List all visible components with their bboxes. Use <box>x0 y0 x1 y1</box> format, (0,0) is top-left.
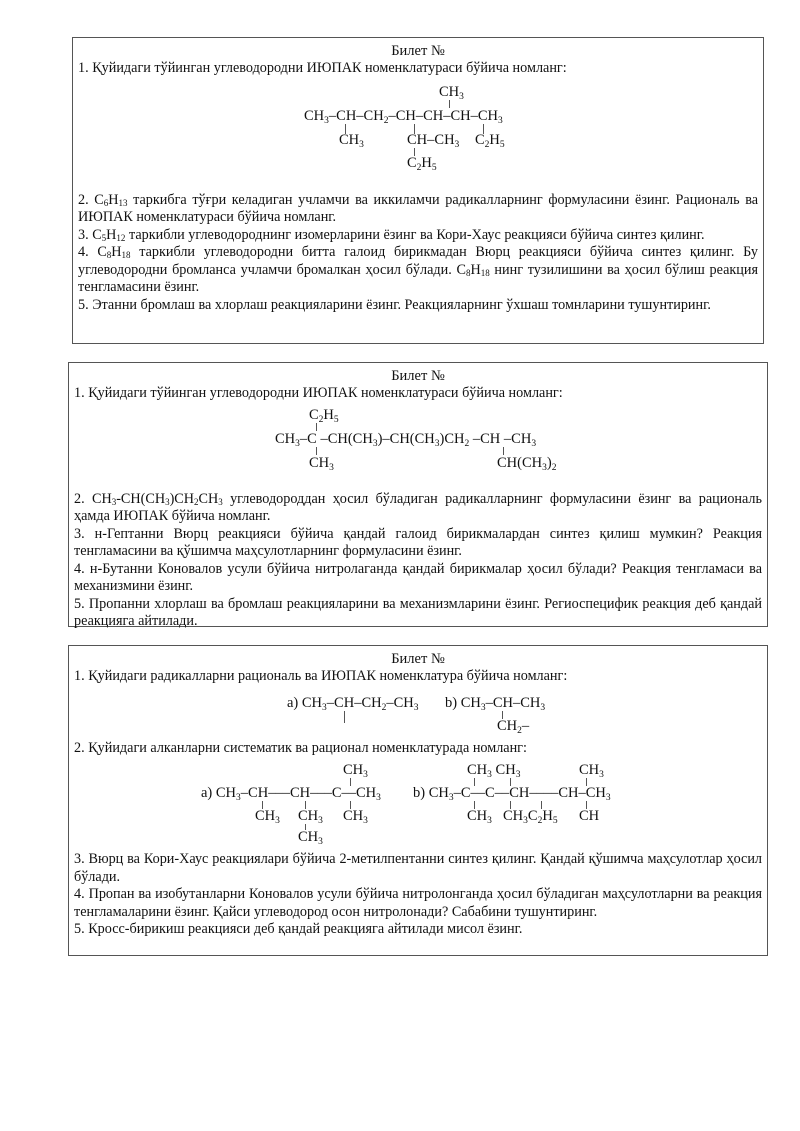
alkane-formulas <box>69 757 767 849</box>
alkane-b-branch: $CH_3$ <box>467 808 492 826</box>
radical-a: а) $CH_3-CH-CH_2-CH_3$ <box>287 694 419 713</box>
alkane-a-branch: $CH_3$ <box>343 808 368 826</box>
formula-top: $CH_3$ <box>439 83 464 102</box>
question-3: 3. Вюрц ва Кори-Хаус реакциялари бўйича 2-метилпентанни синтез қилинг. Қандай қўшимча маҳсулотлар ҳосил бўлади. <box>74 851 762 885</box>
formula-branch: $CH_3$ <box>339 131 364 150</box>
ticket-title: Билет № <box>391 651 445 667</box>
alkane-a-branch: $CH_3$ <box>298 808 323 826</box>
alkane-a-main: а) $CH_3-CH---CH---C--CH_3$ <box>201 785 381 803</box>
formula-top: $C_2H_5$ <box>309 406 339 425</box>
question-1: 1. Қуйидаги тўйинган углеводородни ИЮПАК номенклатураси бўйича номланг: <box>74 385 563 401</box>
bond <box>449 100 450 108</box>
radical-b: b) $CH_3-CH-CH_3$ <box>445 694 546 713</box>
ticket-3 <box>68 645 768 956</box>
question-4: 4. Пропан ва изобутанларни Коновалов усули бўйича нитролонганда ҳосил бўладиган маҳсулотларни ва реакция тенгламаларини ёзинг. Қайси углеводород осон нитролонади? Сабабини тушунтиринг. <box>74 886 762 920</box>
bond <box>503 447 504 455</box>
question-1: 1. Қуйидаги тўйинган углеводородни ИЮПАК номенклатураси бўйича номланг: <box>78 60 567 76</box>
structural-formula <box>73 78 763 180</box>
ticket-1 <box>72 37 764 344</box>
question-1: 1. Қуйидаги радикалларни рациональ ва ИЮПАК номенклатура бўйича номланг: <box>74 668 568 684</box>
alkane-b-main: b) $CH_3-C--C--CH----CH-CH_3$ <box>413 785 611 803</box>
question-2: 2. Қуйидаги алканларни систематик ва рационал номенклатурада номланг: <box>74 739 527 756</box>
question-3: 3. $C_5H_{12}$ таркибли углеводороднинг изомерларини ёзинг ва Кори-Хаус реакцияси бўйича синтез қилинг. <box>78 226 705 243</box>
formula-branch: $CH(CH_3)_2$ <box>497 454 557 473</box>
alkane-a-top: $CH_3$ <box>343 762 368 780</box>
question-3: 3. н-Гептанни Вюрц реакцияси бўйича қандай галоид бирикмалардан синтез қилиш мумкин? Реакция тенгламасини ва қўшимча маҳсулотларнинг формуласини ёзинг. <box>74 525 762 559</box>
formula-branch: $C_2H_5$ <box>407 154 437 173</box>
formula-main-chain: $CH_3-C$ $-CH(CH_3)-CH(CH_3)CH_2$ –CH $-CH_3$ <box>275 430 537 449</box>
bond <box>316 447 317 455</box>
radical-b-branch: $CH_2-$ <box>497 717 530 736</box>
ticket-title: Билет № <box>391 368 445 384</box>
question-5: 5. Пропанни хлорлаш ва бромлаш реакцияларини ва механизмларини ёзинг. Региоспецифик реакция деб қандай реакцияга айтилади. <box>74 595 762 629</box>
formula-branch: $C_2H_5$ <box>475 131 505 150</box>
question-5: 5. Кросс-бирикиш реакцияси деб қандай реакцияга айтилади мисол ёзинг. <box>74 921 523 937</box>
alkane-b-top: $CH_3$ <box>579 762 604 780</box>
question-5: 5. Этанни бромлаш ва хлорлаш реакцияларини ёзинг. Реакцияларнинг ўхшаш томнларини тушунтиринг. <box>78 296 711 313</box>
alkane-b-top: $CH_3$ $CH_3$ <box>467 762 521 780</box>
formula-main-chain: $CH_3-CH-CH_2-CH-CH-CH-CH_3$ <box>304 107 503 126</box>
question-2: 2. $C_6H_{13}$ таркибга тўғри келадиган учламчи ва иккиламчи радикалларнинг формуласини ёзинг. Рациональ ва ИЮПАК номенклатураси бўйича номланг. <box>78 191 758 225</box>
ticket-2 <box>68 362 768 627</box>
formula-branch: $CH_3$ <box>309 454 334 473</box>
question-4: 4. н-Бутанни Коновалов усули бўйича нитролаганда қандай бирикмалар ҳосил бўлади? Реакция тенгламаси ва механизмини ёзинг. <box>74 560 762 594</box>
bond <box>344 711 345 723</box>
alkane-b-branch: $CH_3C_2H_5$ <box>503 808 558 826</box>
alkane-a-branch: $CH_3$ <box>255 808 280 826</box>
question-4: 4. $C_8H_{18}$ таркибли углеводородни битта галоид бирикмадан Вюрц реакцияси бўйича синтез қилинг. Бу углеводородни бромланса учламчи бромалкан ҳосил бўлади. $C_8H_{18}$ нинг тузилишини ва ҳосил бўлиш реакция тенгламасини ёзинг. <box>78 244 758 295</box>
ticket-title: Билет № <box>391 43 445 59</box>
formula-branch: $CH-CH_3$ <box>407 131 460 150</box>
alkane-b-branch: CH <box>579 808 600 824</box>
question-2: 2. $CH_3-CH(CH_3)CH_2CH_3$ углеводороддан ҳосил бўладиган радикалларнинг формуласини ёзинг ва рациональ ҳамда ИЮПАК бўйича номланг. <box>74 490 762 524</box>
structural-formula <box>69 403 767 485</box>
bond <box>316 423 317 431</box>
alkane-a-branch: $CH_3$ <box>298 829 323 847</box>
radical-formulas <box>69 686 767 738</box>
